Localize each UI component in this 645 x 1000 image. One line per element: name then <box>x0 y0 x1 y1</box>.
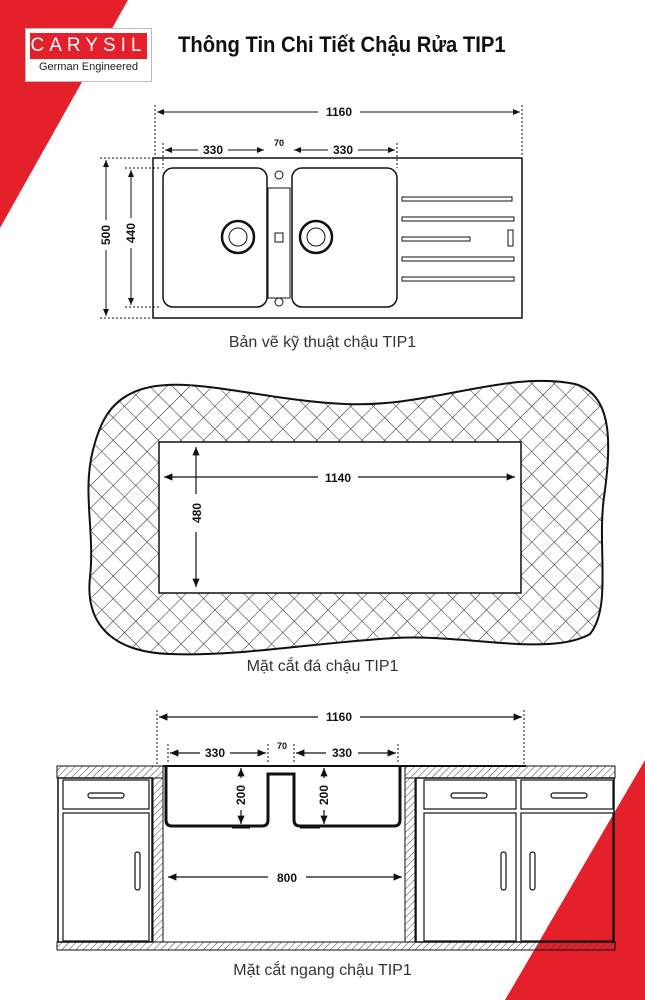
brand-name: CARYSIL <box>30 33 147 59</box>
caption-stone-cutout: Mặt cắt đá chậu TIP1 <box>246 658 399 675</box>
dim-section-bowl-depth-right: 200 <box>317 784 331 806</box>
stone-cutout-drawing <box>0 372 645 657</box>
dim-section-total-width: 1160 <box>325 710 353 724</box>
cross-section-drawing <box>0 700 645 960</box>
dim-bowl-right: 330 <box>332 143 354 157</box>
dim-gap: 70 <box>273 138 285 148</box>
dim-section-gap: 70 <box>276 741 288 751</box>
page-title: Thông Tin Chi Tiết Chậu Rửa TIP1 <box>178 32 506 57</box>
dim-cut-width: 1140 <box>324 471 352 485</box>
brand-tagline: German Engineered <box>38 61 139 73</box>
dim-total-width: 1160 <box>325 105 353 119</box>
caption-cross-section: Mặt cắt ngang chậu TIP1 <box>233 962 412 979</box>
dim-inner-depth: 440 <box>124 222 138 244</box>
dim-outer-depth: 500 <box>99 224 113 246</box>
caption-technical-drawing: Bản vẽ kỹ thuật chậu TIP1 <box>228 334 417 351</box>
dim-cabinet-width: 800 <box>276 871 298 885</box>
brand-logo <box>25 28 152 82</box>
dim-section-bowl-depth-left: 200 <box>234 784 248 806</box>
dim-bowl-left: 330 <box>202 143 224 157</box>
dim-section-bowl-left: 330 <box>204 746 226 760</box>
technical-drawing <box>0 100 645 330</box>
dim-section-bowl-right: 330 <box>331 746 353 760</box>
dim-cut-depth: 480 <box>190 502 204 524</box>
